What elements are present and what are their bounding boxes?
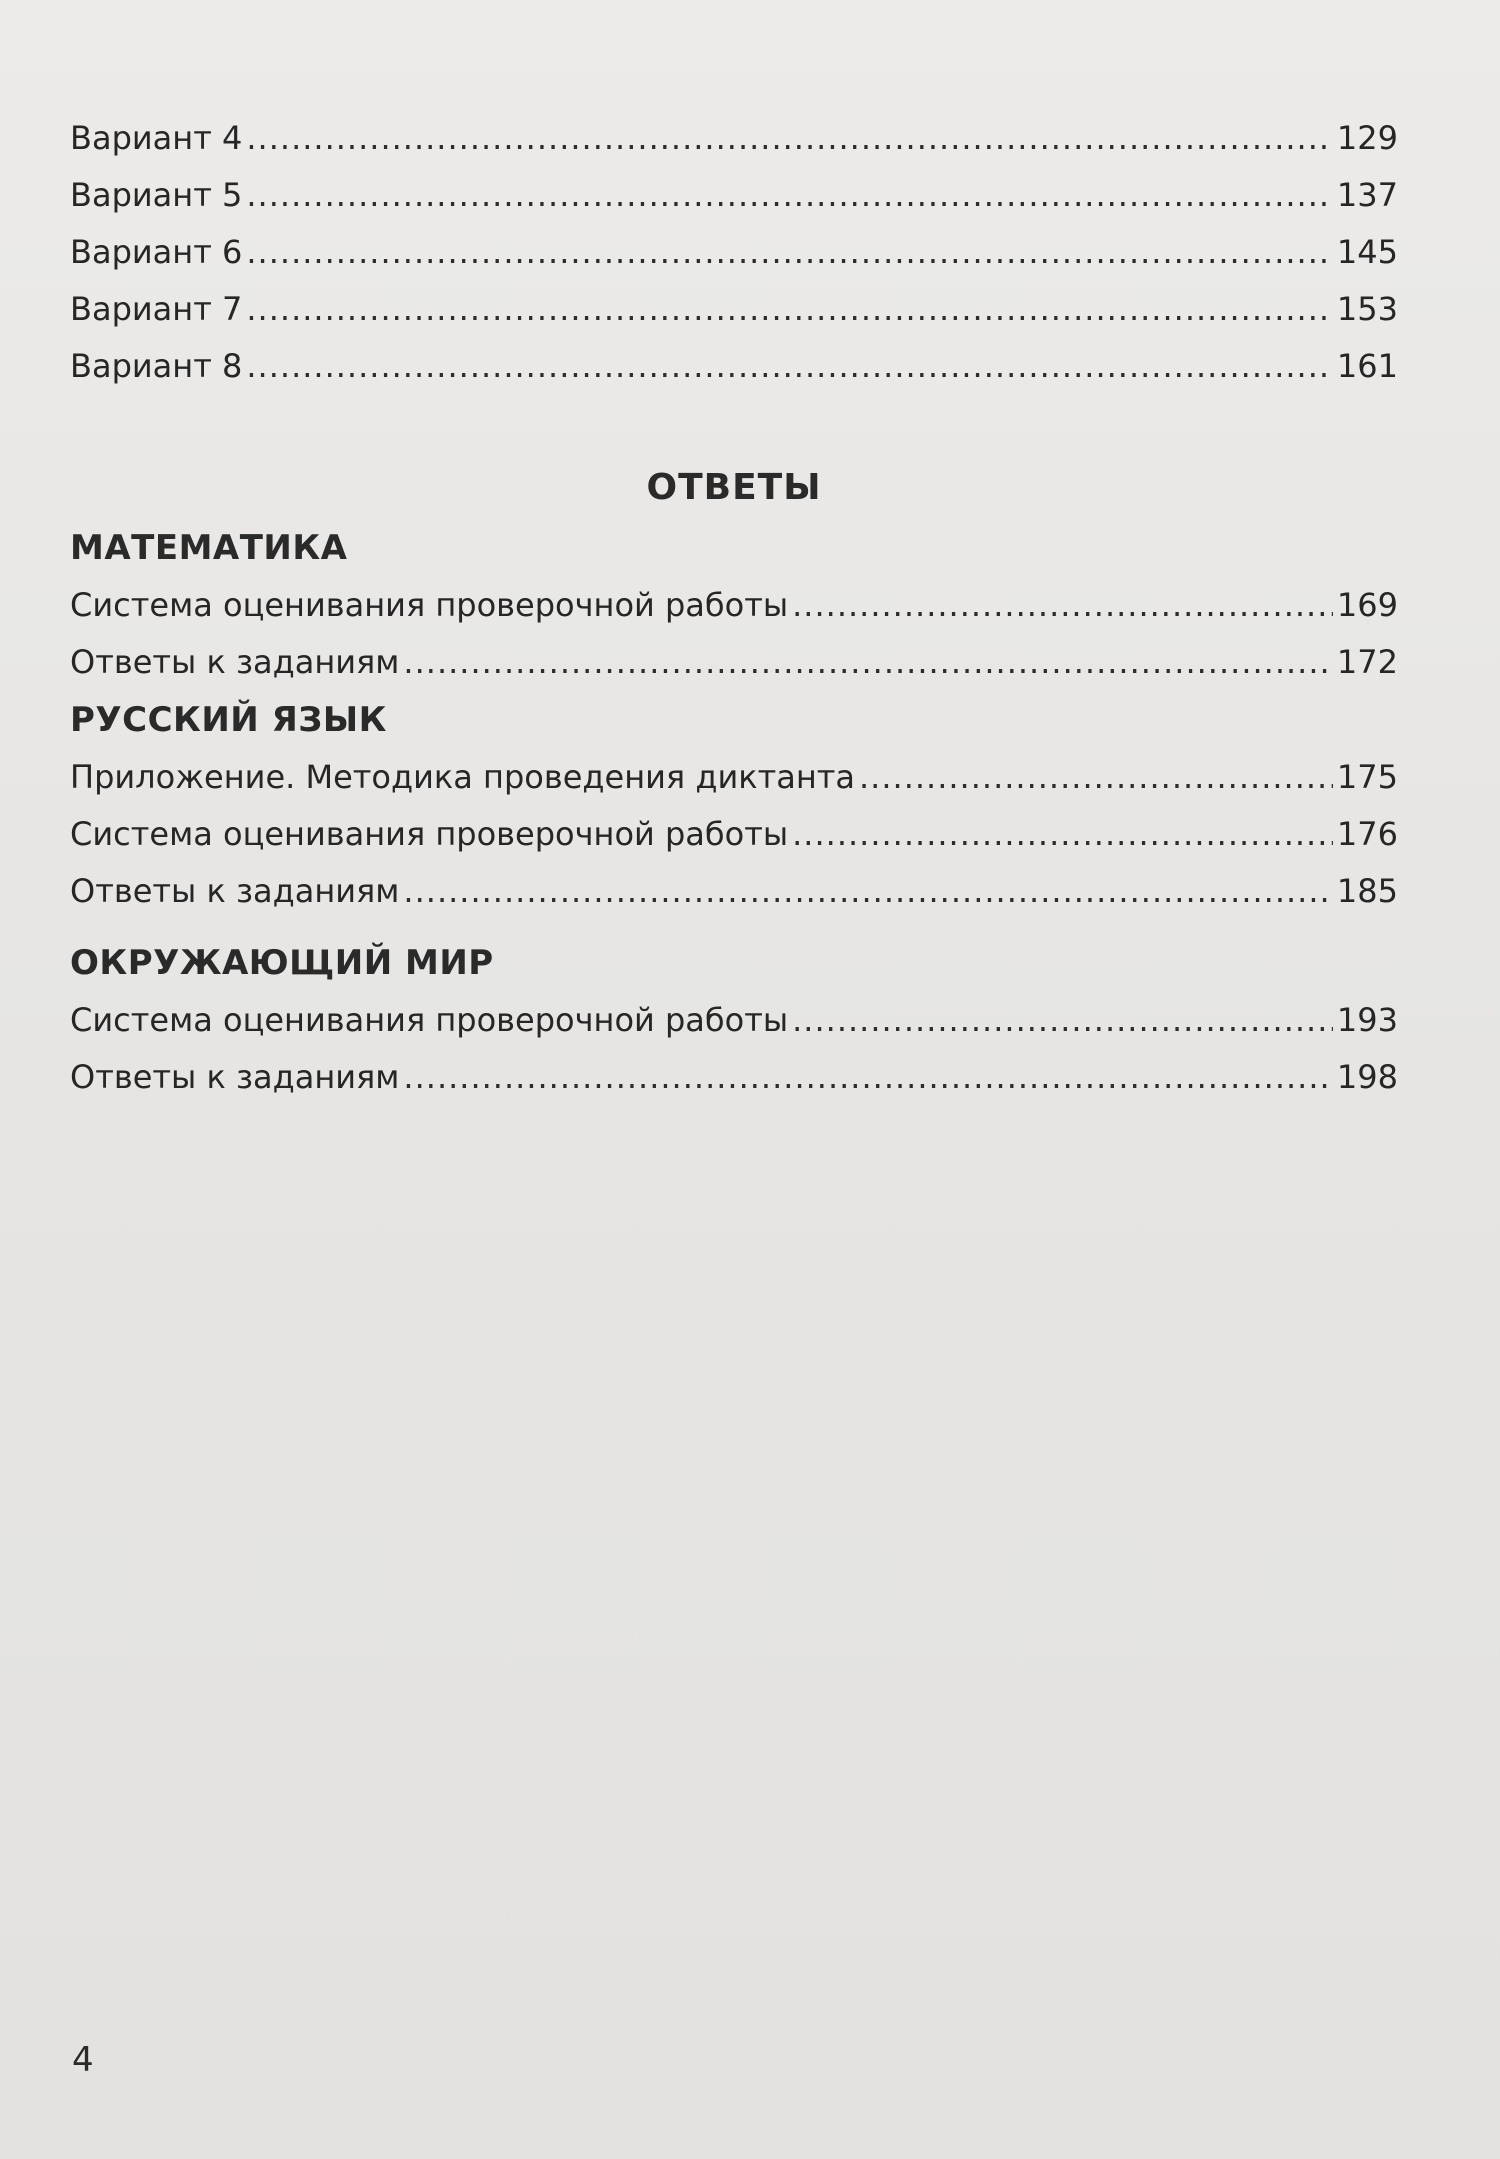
dot-leader bbox=[246, 167, 1333, 224]
toc-entry-variant-5[interactable] bbox=[70, 167, 1398, 224]
toc-entry-world-answers[interactable] bbox=[70, 1049, 1398, 1106]
dot-leader bbox=[246, 224, 1333, 281]
toc-entry-label: Ответы к заданиям bbox=[70, 872, 400, 910]
toc-entry-page: 129 bbox=[1336, 119, 1398, 157]
toc-entry-label: Система оценивания проверочной работы bbox=[70, 815, 789, 853]
section-title-russian: РУССКИЙ ЯЗЫК bbox=[70, 700, 387, 740]
section-title-math: МАТЕМАТИКА bbox=[70, 528, 348, 568]
dot-leader bbox=[403, 1049, 1333, 1106]
page-number: 4 bbox=[72, 2040, 94, 2080]
toc-entry-label: Вариант 5 bbox=[70, 176, 243, 214]
answers-heading: ОТВЕТЫ bbox=[646, 467, 822, 508]
toc-entry-page: 145 bbox=[1336, 233, 1398, 271]
toc-entry-world-grading[interactable] bbox=[70, 992, 1398, 1049]
toc-entry-page: 193 bbox=[1336, 1001, 1398, 1039]
toc-entry-page: 137 bbox=[1336, 176, 1398, 214]
dot-leader bbox=[792, 992, 1333, 1049]
toc-entry-page: 176 bbox=[1336, 815, 1398, 853]
dot-leader bbox=[246, 338, 1333, 395]
dot-leader bbox=[246, 110, 1333, 167]
toc-entry-label: Вариант 7 bbox=[70, 290, 243, 328]
toc-entry-variant-6[interactable] bbox=[70, 224, 1398, 281]
toc-entry-russian-answers[interactable] bbox=[70, 863, 1398, 920]
toc-entry-label: Система оценивания проверочной работы bbox=[70, 586, 789, 624]
toc-entry-page: 161 bbox=[1336, 347, 1398, 385]
dot-leader bbox=[246, 281, 1333, 338]
toc-entry-russian-grading[interactable] bbox=[70, 806, 1398, 863]
toc-entry-label: Вариант 8 bbox=[70, 347, 243, 385]
dot-leader bbox=[792, 806, 1333, 863]
toc-entry-label: Ответы к заданиям bbox=[70, 643, 400, 681]
toc-entry-label: Приложение. Методика проведения диктанта bbox=[70, 758, 855, 796]
toc-entry-variant-7[interactable] bbox=[70, 281, 1398, 338]
toc-entry-russian-appendix[interactable] bbox=[70, 749, 1398, 806]
table-of-contents bbox=[70, 110, 1398, 1106]
toc-entry-page: 172 bbox=[1336, 643, 1398, 681]
toc-entry-math-answers[interactable] bbox=[70, 634, 1398, 691]
dot-leader bbox=[403, 863, 1333, 920]
toc-entry-page: 198 bbox=[1336, 1058, 1398, 1096]
toc-entry-variant-4[interactable] bbox=[70, 110, 1398, 167]
dot-leader bbox=[403, 634, 1333, 691]
dot-leader bbox=[792, 577, 1333, 634]
toc-entry-label: Система оценивания проверочной работы bbox=[70, 1001, 789, 1039]
section-title-world: ОКРУЖАЮЩИЙ МИР bbox=[70, 943, 494, 983]
toc-entry-math-grading[interactable] bbox=[70, 577, 1398, 634]
toc-entry-label: Вариант 4 bbox=[70, 119, 243, 157]
toc-entry-page: 185 bbox=[1336, 872, 1398, 910]
toc-entry-page: 169 bbox=[1336, 586, 1398, 624]
toc-entry-variant-8[interactable] bbox=[70, 338, 1398, 395]
toc-entry-page: 153 bbox=[1336, 290, 1398, 328]
toc-entry-page: 175 bbox=[1336, 758, 1398, 796]
toc-entry-label: Вариант 6 bbox=[70, 233, 243, 271]
toc-entry-label: Ответы к заданиям bbox=[70, 1058, 400, 1096]
dot-leader bbox=[859, 749, 1333, 806]
